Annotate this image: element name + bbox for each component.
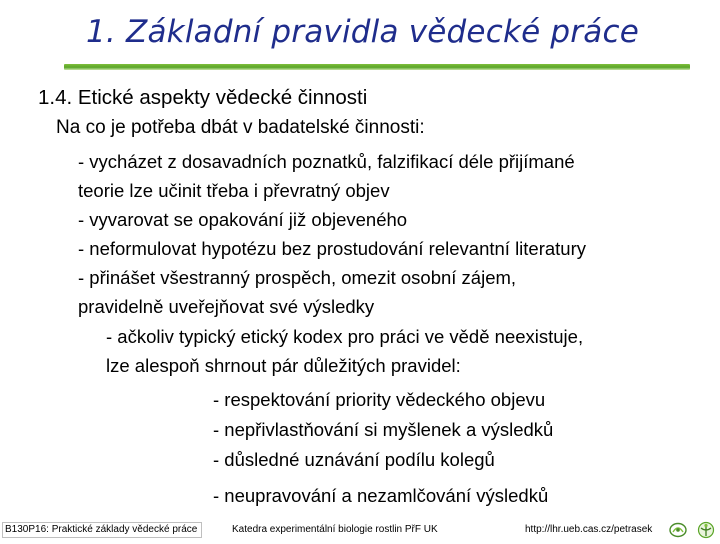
institute-logo-icon (697, 521, 715, 539)
slide-footer (0, 518, 720, 540)
faculty-logo-icon (668, 522, 688, 538)
rule-item: - důsledné uznávání podílu kolegů (213, 449, 495, 470)
question-text: Na co je potřeba dbát v badatelské činnosti: (56, 117, 425, 138)
footer-course: B130P16: Praktické základy vědecké práce (2, 522, 202, 538)
rules-list (213, 385, 553, 511)
title-underline (64, 64, 690, 70)
note-line: - ačkoliv typický etický kodex pro práci ve vědě neexistuje, (106, 326, 584, 347)
list-item: - přinášet všestranný prospěch, omezit osobní zájem, (78, 267, 517, 288)
list-item: - vycházet z dosavadních poznatků, falzifikací déle přijímané (78, 151, 575, 172)
rule-item: - respektování priority vědeckého objevu (213, 389, 546, 410)
list-item: - neformulovat hypotézu bez prostudování relevantní literatury (78, 238, 587, 259)
slide-title: 1. Základní pravidla vědecké práce (86, 14, 639, 50)
footer-url[interactable]: http://lhr.ueb.cas.cz/petrasek (525, 524, 653, 535)
note-line: lze alespoň shrnout pár důležitých pravidel: (106, 355, 461, 376)
footer-department: Katedra experimentální biologie rostlin PřF UK (232, 524, 438, 535)
rule-item: - neupravování a nezamlčování výsledků (213, 485, 549, 506)
list-item: pravidelně uveřejňovat své výsledky (78, 296, 375, 317)
list-item: teorie lze učinit třeba i převratný objev (78, 180, 390, 201)
rule-item: - nepřivlastňování si myšlenek a výsledků (213, 419, 554, 440)
note-block (106, 322, 706, 380)
list-item: - vyvarovat se opakování již objeveného (78, 209, 408, 230)
section-heading: 1.4. Etické aspekty vědecké činnosti (38, 86, 368, 109)
points-list (78, 147, 708, 321)
